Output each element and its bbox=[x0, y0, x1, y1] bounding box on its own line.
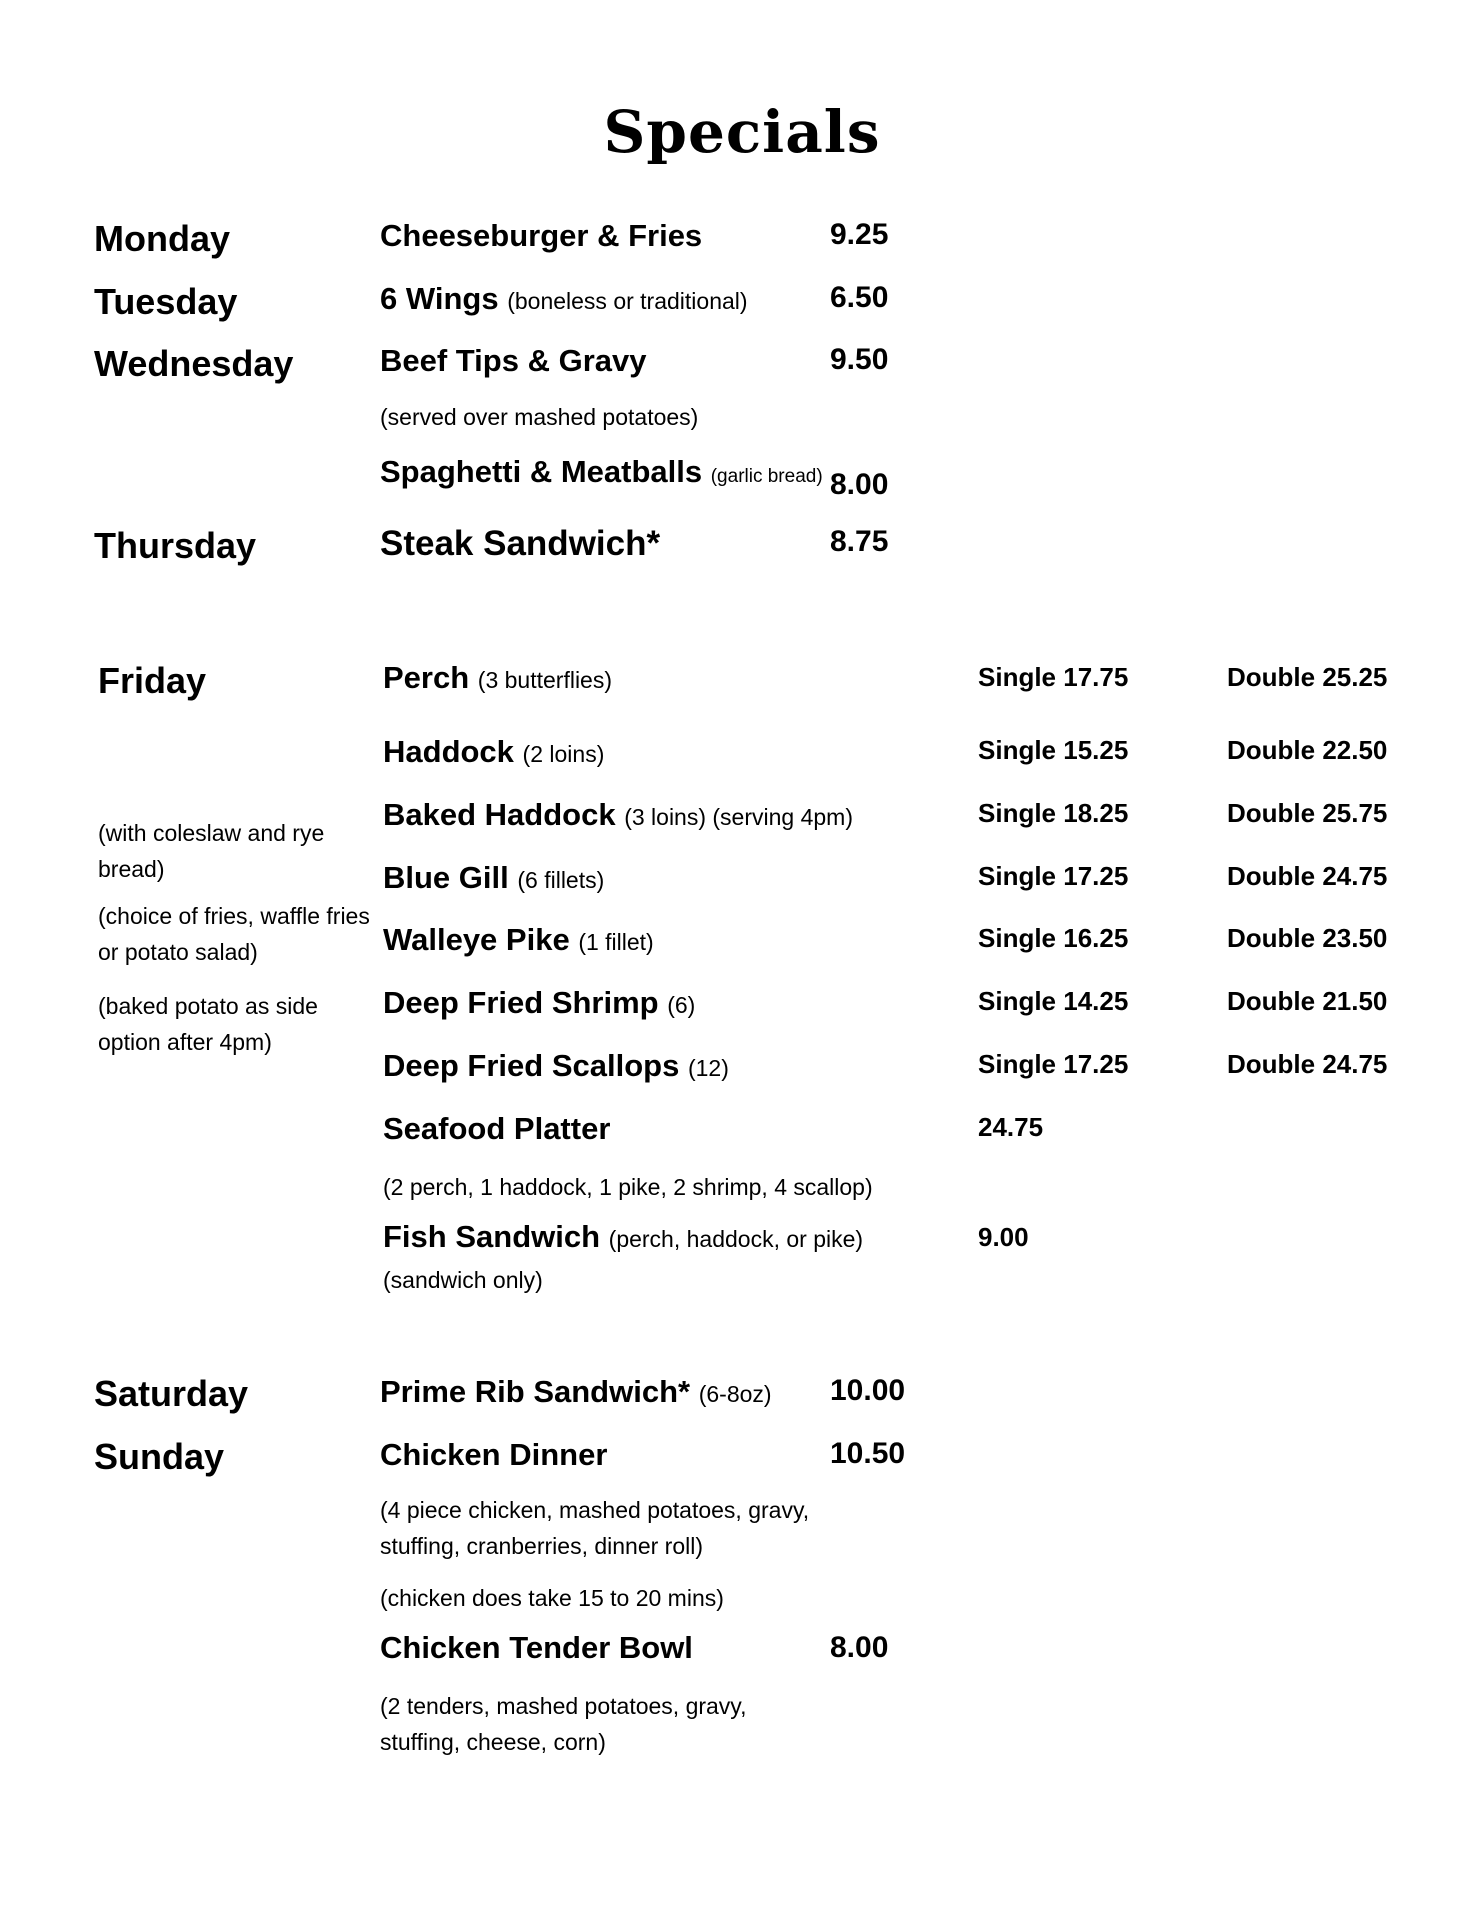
price-sunday: 10.50 bbox=[830, 1437, 906, 1470]
friday-single-price: Single 14.25 bbox=[978, 986, 1129, 1016]
friday-double-price: Double 22.50 bbox=[1227, 735, 1388, 765]
item-saturday-name: Prime Rib Sandwich* bbox=[380, 1374, 691, 1409]
friday-item-note: (3 loins) (serving 4pm) bbox=[624, 804, 853, 830]
friday-item-name: Walleye Pike bbox=[383, 922, 570, 957]
friday-single-price: Single 18.25 bbox=[978, 798, 1129, 828]
price-thursday: 8.75 bbox=[830, 525, 889, 558]
friday-side-note-1: (with coleslaw and rye bread) bbox=[98, 820, 325, 882]
friday-item-note: (6 fillets) bbox=[517, 867, 605, 893]
item-monday: Cheeseburger & Fries bbox=[380, 218, 703, 253]
friday-double-price: Double 25.25 bbox=[1227, 662, 1388, 692]
friday-side-note-3: (baked potato as side option after 4pm) bbox=[98, 993, 318, 1055]
friday-double-price: Double 21.50 bbox=[1227, 986, 1388, 1016]
item-sunday: Chicken Dinner bbox=[380, 1437, 608, 1472]
note-wednesday: (served over mashed potatoes) bbox=[380, 404, 699, 430]
item-wednesday: Beef Tips & Gravy bbox=[380, 343, 647, 378]
friday-fish-sandwich bbox=[383, 1219, 863, 1255]
friday-item-note: (3 butterflies) bbox=[477, 667, 613, 693]
friday-item-name: Blue Gill bbox=[383, 860, 509, 895]
note-sunday: (4 piece chicken, mashed potatoes, gravy, stuffing, cranberries, dinner roll) bbox=[380, 1497, 810, 1559]
item-tuesday-note: (boneless or traditional) bbox=[507, 288, 748, 314]
friday-single-price: Single 17.75 bbox=[978, 662, 1129, 692]
day-thursday: Thursday bbox=[94, 525, 257, 566]
note-sunday-3: (2 tenders, mashed potatoes, gravy, stuffing, cheese, corn) bbox=[380, 1693, 747, 1755]
friday-single-price: Single 17.25 bbox=[978, 1049, 1129, 1079]
friday-platter: Seafood Platter bbox=[383, 1111, 611, 1146]
price-sunday-2: 8.00 bbox=[830, 1631, 889, 1664]
friday-item-note: (12) bbox=[687, 1055, 729, 1081]
day-monday: Monday bbox=[94, 218, 231, 259]
friday-item-name: Haddock bbox=[383, 734, 514, 769]
friday-double-price: Double 24.75 bbox=[1227, 861, 1388, 891]
price-saturday: 10.00 bbox=[830, 1374, 906, 1407]
friday-item-name: Deep Fried Scallops bbox=[383, 1048, 680, 1083]
friday-item-note: (1 fillet) bbox=[578, 929, 654, 955]
friday-item bbox=[383, 660, 612, 696]
item-sunday-2: Chicken Tender Bowl bbox=[380, 1630, 693, 1665]
friday-item-name: Perch bbox=[383, 660, 470, 695]
friday-fish-sandwich-price: 9.00 bbox=[978, 1222, 1029, 1252]
item-tuesday-name: 6 Wings bbox=[380, 281, 499, 316]
day-saturday: Saturday bbox=[94, 1373, 249, 1414]
friday-item bbox=[383, 922, 654, 958]
item-wednesday-2 bbox=[380, 454, 823, 490]
price-tuesday: 6.50 bbox=[830, 281, 889, 314]
day-sunday: Sunday bbox=[94, 1436, 225, 1477]
friday-single-price: Single 17.25 bbox=[978, 861, 1129, 891]
page-title: Specials bbox=[603, 98, 881, 166]
price-monday: 9.25 bbox=[830, 218, 889, 251]
friday-platter-price: 24.75 bbox=[978, 1112, 1044, 1142]
friday-fish-sandwich-name: Fish Sandwich bbox=[383, 1219, 601, 1254]
friday-item bbox=[383, 985, 695, 1021]
day-friday: Friday bbox=[98, 660, 207, 701]
friday-double-price: Double 23.50 bbox=[1227, 923, 1388, 953]
item-wednesday-2-name: Spaghetti & Meatballs bbox=[380, 454, 703, 489]
price-wednesday-2: 8.00 bbox=[830, 468, 889, 501]
friday-item bbox=[383, 797, 853, 833]
friday-item bbox=[383, 734, 604, 770]
friday-item bbox=[383, 860, 604, 896]
friday-double-price: Double 25.75 bbox=[1227, 798, 1388, 828]
friday-item-note: (6) bbox=[667, 992, 696, 1018]
note-sunday-2: (chicken does take 15 to 20 mins) bbox=[380, 1585, 724, 1611]
item-wednesday-2-note: (garlic bread) bbox=[710, 466, 823, 487]
day-tuesday: Tuesday bbox=[94, 281, 238, 322]
friday-item-note: (2 loins) bbox=[522, 741, 605, 767]
friday-single-price: Single 15.25 bbox=[978, 735, 1129, 765]
friday-side-note-2: (choice of fries, waffle fries or potato salad) bbox=[98, 903, 370, 965]
friday-fish-sandwich-note-2: (sandwich only) bbox=[383, 1267, 543, 1293]
item-saturday-note: (6-8oz) bbox=[698, 1381, 772, 1407]
item-thursday: Steak Sandwich* bbox=[380, 524, 661, 563]
friday-double-price: Double 24.75 bbox=[1227, 1049, 1388, 1079]
friday-single-price: Single 16.25 bbox=[978, 923, 1129, 953]
friday-item-name: Baked Haddock bbox=[383, 797, 616, 832]
day-wednesday: Wednesday bbox=[94, 343, 294, 384]
friday-fish-sandwich-note: (perch, haddock, or pike) bbox=[608, 1226, 864, 1252]
friday-platter-note: (2 perch, 1 haddock, 1 pike, 2 shrimp, 4 scallop) bbox=[383, 1174, 873, 1200]
item-tuesday bbox=[380, 281, 748, 317]
friday-item-name: Deep Fried Shrimp bbox=[383, 985, 659, 1020]
item-saturday bbox=[380, 1374, 772, 1410]
price-wednesday: 9.50 bbox=[830, 343, 889, 376]
friday-item bbox=[383, 1048, 729, 1084]
